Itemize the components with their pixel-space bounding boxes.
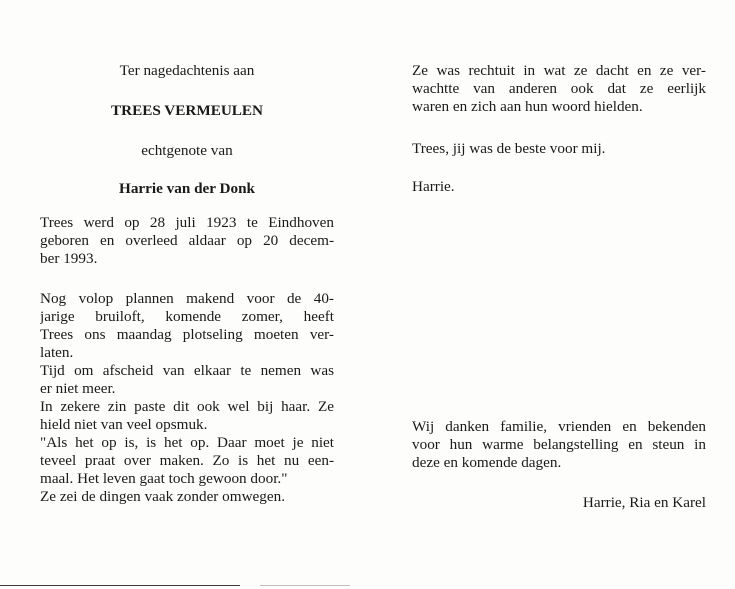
- paragraph-line: "Als het op is, is het op. Daar moet je niet: [40, 434, 334, 451]
- personal-message-signature: [412, 178, 706, 196]
- scan-edge-line: [260, 585, 350, 586]
- paragraph-line: Nog volop plannen makend voor de 40-: [40, 290, 334, 307]
- thanks-paragraph: [412, 418, 706, 472]
- paragraph-line: geboren en overleed aldaar op 20 decem-: [40, 232, 334, 249]
- spouse-intro-text: echtgenote van: [141, 142, 233, 159]
- paragraph-line: teveel praat over maken. Zo is het nu een-: [40, 452, 334, 469]
- family-signature: Harrie, Ria en Karel: [582, 494, 706, 511]
- intro-text: Ter nagedachtenis aan: [119, 62, 255, 79]
- spouse-name: Harrie van der Donk: [119, 180, 255, 197]
- birth-death-paragraph: [40, 214, 334, 268]
- paragraph-line: hield niet van veel opsmuk.: [40, 416, 208, 433]
- paragraph-line: voor hun warme belangstelling en steun in: [412, 436, 706, 453]
- paragraph-line: wachtte van anderen ook dat ze eerlijk: [412, 80, 706, 97]
- paragraph-line: Harrie.: [412, 178, 455, 195]
- paragraph-line: er niet meer.: [40, 380, 116, 397]
- paragraph-line: Tijd om afscheid van elkaar te nemen was: [40, 362, 334, 379]
- paragraph-line: Trees, jij was de beste voor mij.: [412, 140, 606, 157]
- paragraph-line: jarige bruiloft, komende zomer, heeft: [40, 308, 334, 325]
- life-paragraph: [40, 290, 334, 506]
- paragraph-line: Trees ons maandag plotseling moeten ver-: [40, 326, 334, 343]
- paragraph-line: Trees werd op 28 juli 1923 te Eindhoven: [40, 214, 334, 231]
- scan-edge-line: [0, 585, 240, 586]
- paragraph-line: Wij danken familie, vrienden en bekenden: [412, 418, 706, 435]
- character-paragraph: [412, 62, 706, 116]
- paragraph-line: Ze was rechtuit in wat ze dacht en ze ver-: [412, 62, 706, 79]
- personal-message: [412, 140, 706, 158]
- paragraph-line: waren en zich aan hun woord hielden.: [412, 98, 643, 115]
- paragraph-line: Ze zei de dingen vaak zonder omwegen.: [40, 488, 286, 505]
- paragraph-line: maal. Het leven gaat toch gewoon door.": [40, 470, 288, 487]
- deceased-name: TREES VERMEULEN: [110, 102, 264, 119]
- paragraph-line: In zekere zin paste dit ook wel bij haar. Ze: [40, 398, 334, 415]
- paragraph-line: laten.: [40, 344, 74, 361]
- paragraph-line: deze en komende dagen.: [412, 454, 562, 471]
- paragraph-line: ber 1993.: [40, 250, 98, 267]
